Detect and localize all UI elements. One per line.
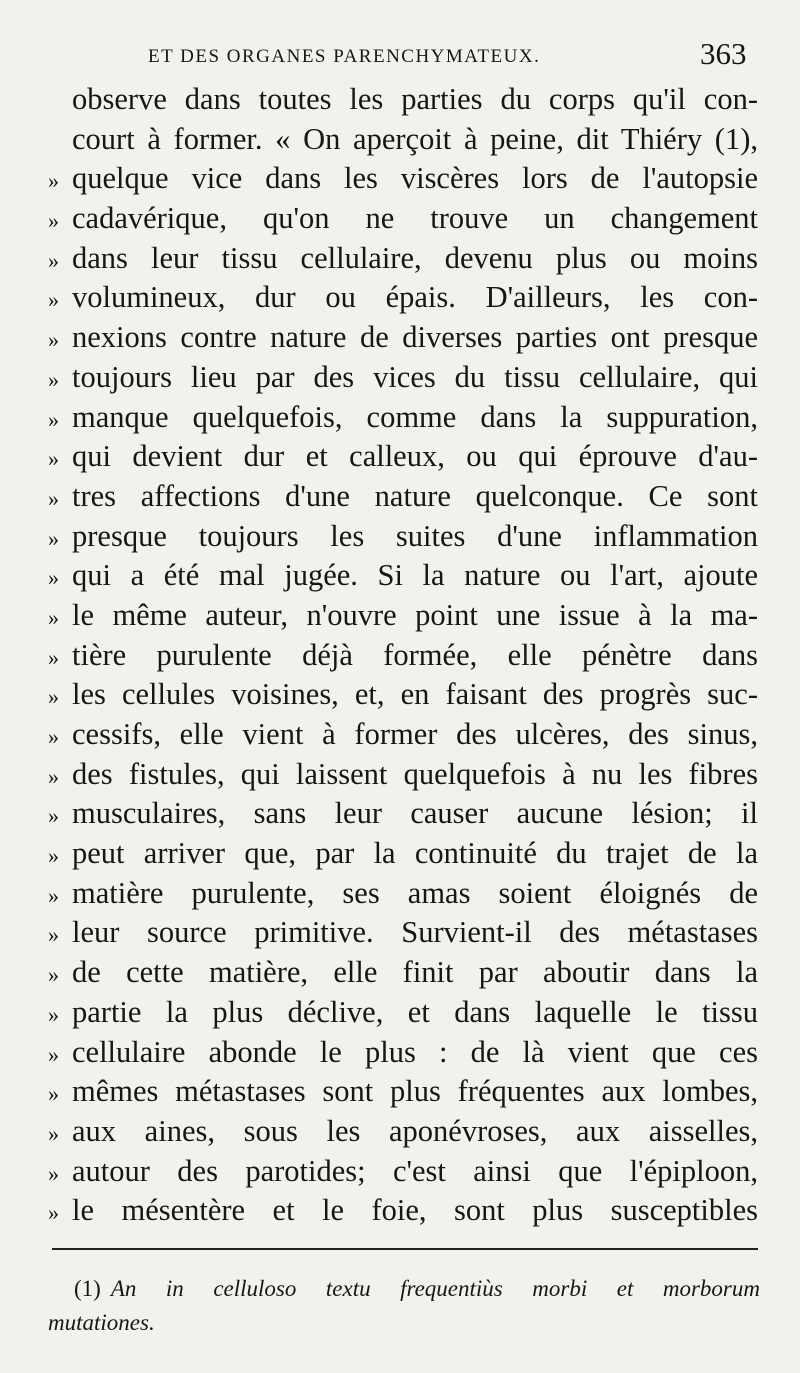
text-line <box>48 239 758 279</box>
footnote <box>48 1272 760 1340</box>
quote-mark: » <box>48 684 59 710</box>
line-text: cellulaire abonde le plus : de là vient que ces <box>72 1034 758 1069</box>
text-line <box>48 675 758 715</box>
text-line <box>48 993 758 1033</box>
text-line <box>48 636 758 676</box>
text-line <box>48 278 758 318</box>
quote-mark: » <box>48 247 59 273</box>
text-line <box>48 1191 758 1231</box>
quote-mark: » <box>48 644 59 670</box>
text-line <box>48 437 758 477</box>
quote-mark: » <box>48 843 59 869</box>
quote-mark: » <box>48 525 59 551</box>
quote-mark: » <box>48 366 59 392</box>
line-text: court à former. « On aperçoit à peine, dit Thiéry (1), <box>72 121 758 156</box>
line-text: des fistules, qui laissent quelquefois à nu les fibres <box>72 756 758 791</box>
quote-mark: » <box>48 168 59 194</box>
quote-mark: » <box>48 724 59 749</box>
quote-mark: » <box>48 604 59 630</box>
text-line <box>48 596 758 636</box>
quote-mark: » <box>48 327 59 353</box>
line-text: tres affections d'une nature quelconque. Ce sont <box>72 478 758 513</box>
text-line <box>48 874 758 914</box>
line-text: autour des parotides; c'est ainsi que l'épiploon, <box>72 1153 758 1188</box>
text-line <box>48 834 758 874</box>
text-line <box>48 398 758 438</box>
quote-mark: » <box>48 1160 59 1186</box>
quote-mark: » <box>48 763 59 789</box>
quote-mark: » <box>48 565 59 591</box>
text-line <box>48 318 758 358</box>
quote-mark: » <box>48 962 59 988</box>
line-text: toujours lieu par des vices du tissu cellulaire, qui <box>72 359 758 394</box>
line-text: les cellules voisines, et, en faisant des progrès suc- <box>72 677 758 712</box>
footnote-line-2: mutationes. <box>48 1310 155 1335</box>
text-line <box>48 794 758 834</box>
quote-mark: » <box>48 922 59 948</box>
line-text: cessifs, elle vient à former des ulcères, des sinus, <box>72 717 758 751</box>
line-text: observe dans toutes les parties du corps qu'il con- <box>72 82 758 116</box>
line-text: cadavérique, qu'on ne trouve un changement <box>72 201 758 236</box>
footnote-mark: (1) <box>74 1276 101 1301</box>
line-text: nexions contre nature de diverses parties ont presque <box>72 320 758 355</box>
line-text: dans leur tissu cellulaire, devenu plus ou moins <box>72 240 758 275</box>
quote-mark: » <box>48 406 59 432</box>
page-header <box>0 32 800 72</box>
line-text: leur source primitive. Survient-il des métastases <box>72 915 758 950</box>
quote-mark: » <box>48 1200 59 1226</box>
line-text: qui a été mal jugée. Si la nature ou l'art, ajoute <box>72 558 758 593</box>
quote-mark: » <box>48 803 59 829</box>
line-text: volumineux, dur ou épais. D'ailleurs, les con- <box>72 280 758 315</box>
line-text: mêmes métastases sont plus fréquentes aux lombes, <box>72 1074 758 1109</box>
line-text: qui devient dur et calleux, ou qui éprouve d'au- <box>72 439 758 474</box>
quote-mark: » <box>48 446 59 472</box>
line-text: de cette matière, elle finit par aboutir dans la <box>72 955 758 990</box>
line-text: le même auteur, n'ouvre point une issue à la ma- <box>72 597 758 632</box>
text-line <box>48 159 758 199</box>
quote-mark: » <box>48 1001 59 1027</box>
text-line <box>48 715 758 755</box>
line-text: presque toujours les suites d'une inflammation <box>72 518 758 553</box>
footnote-line-1 <box>48 1272 760 1306</box>
text-line <box>48 1152 758 1192</box>
footnote-rule <box>52 1248 758 1250</box>
line-text: matière purulente, ses amas soient éloignés de <box>72 875 758 910</box>
quote-mark: » <box>48 485 59 511</box>
body-text <box>48 80 758 1231</box>
line-text: musculaires, sans leur causer aucune lésion; il <box>72 796 758 831</box>
text-line <box>48 913 758 953</box>
text-line <box>48 477 758 517</box>
text-line <box>48 517 758 557</box>
quote-mark: » <box>48 1041 59 1067</box>
line-text: peut arriver que, par la continuité du trajet de la <box>72 836 758 871</box>
page-number: 363 <box>700 36 747 71</box>
line-text: manque quelquefois, comme dans la suppuration, <box>72 399 758 434</box>
text-line <box>48 1072 758 1112</box>
text-line <box>48 80 758 120</box>
text-line <box>48 199 758 239</box>
quote-mark: » <box>48 208 59 234</box>
text-line <box>48 1112 758 1152</box>
quote-mark: » <box>48 1120 59 1146</box>
text-line <box>48 120 758 160</box>
quote-mark: » <box>48 1081 59 1107</box>
line-text: aux aines, sous les aponévroses, aux aisselles, <box>72 1113 758 1148</box>
text-line <box>48 755 758 795</box>
text-line <box>48 358 758 398</box>
quote-mark: » <box>48 882 59 908</box>
text-line <box>48 556 758 596</box>
line-text: quelque vice dans les viscères lors de l'autopsie <box>72 161 758 196</box>
footnote-text-1: An in celluloso textu frequentiùs morbi et morborum <box>110 1276 760 1301</box>
line-text: le mésentère et le foie, sont plus susceptibles <box>72 1193 758 1228</box>
running-title: ET DES ORGANES PARENCHYMATEUX. <box>148 46 541 67</box>
line-text: partie la plus déclive, et dans laquelle le tissu <box>72 994 758 1029</box>
text-line <box>48 953 758 993</box>
text-line <box>48 1033 758 1073</box>
quote-mark: » <box>48 287 59 313</box>
line-text: tière purulente déjà formée, elle pénètre dans <box>72 637 758 672</box>
